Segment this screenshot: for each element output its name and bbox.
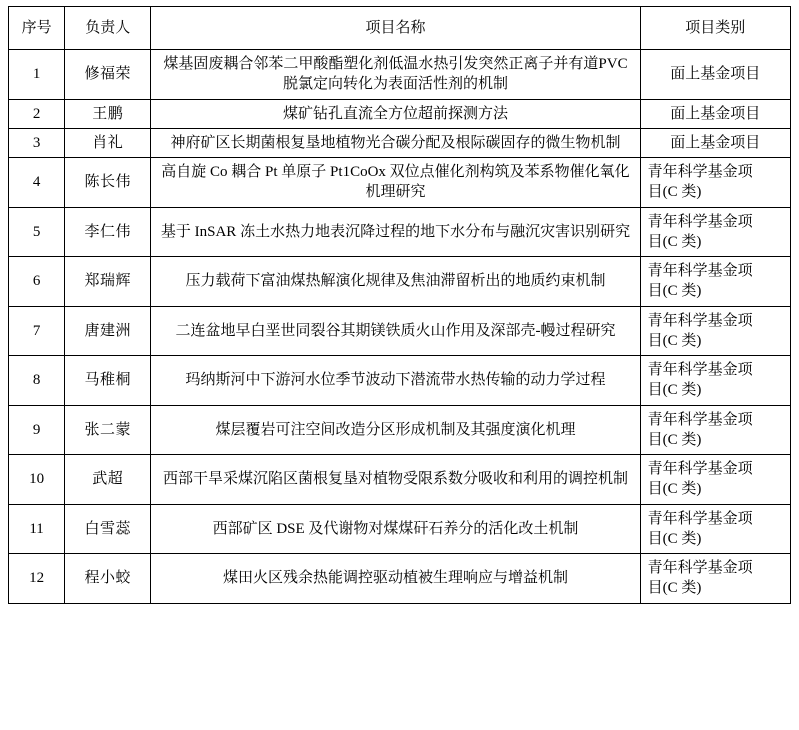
cell-owner: 唐建洲 bbox=[65, 306, 151, 356]
cell-type: 面上基金项目 bbox=[640, 128, 790, 157]
table-row bbox=[9, 455, 791, 505]
cell-type-line: 青年科学基金项 bbox=[647, 411, 753, 428]
cell-type: 面上基金项目 bbox=[640, 99, 790, 128]
cell-name: 煤矿钻孔直流全方位超前探测方法 bbox=[151, 99, 640, 128]
table-row bbox=[9, 99, 791, 128]
cell-no: 5 bbox=[9, 207, 65, 257]
cell-no: 3 bbox=[9, 128, 65, 157]
cell-name: 西部干旱采煤沉陷区菌根复垦对植物受限系数分吸收和利用的调控机制 bbox=[151, 455, 640, 505]
cell-owner: 修福荣 bbox=[65, 50, 151, 100]
table-row bbox=[9, 207, 791, 257]
cell-type bbox=[640, 554, 790, 604]
cell-no: 9 bbox=[9, 405, 65, 455]
column-header-type: 项目类别 bbox=[640, 7, 790, 50]
column-header-owner: 负责人 bbox=[65, 7, 151, 50]
cell-no: 7 bbox=[9, 306, 65, 356]
cell-name: 西部矿区 DSE 及代谢物对煤煤矸石养分的活化改土机制 bbox=[151, 504, 640, 554]
table-row bbox=[9, 50, 791, 100]
cell-type-line: 目(C 类) bbox=[647, 233, 702, 250]
cell-no: 4 bbox=[9, 158, 65, 208]
cell-name: 煤田火区残余热能调控驱动植被生理响应与增益机制 bbox=[151, 554, 640, 604]
cell-name: 压力载荷下富油煤热解演化规律及焦油滞留析出的地质约束机制 bbox=[151, 257, 640, 307]
cell-type bbox=[640, 158, 790, 208]
cell-type-line: 目(C 类) bbox=[647, 530, 702, 547]
cell-owner: 陈长伟 bbox=[65, 158, 151, 208]
cell-type-line: 青年科学基金项 bbox=[647, 461, 753, 477]
cell-owner: 肖礼 bbox=[65, 128, 151, 157]
cell-no: 1 bbox=[9, 50, 65, 100]
cell-type-line: 青年科学基金项 bbox=[647, 164, 753, 180]
cell-type bbox=[640, 356, 790, 406]
cell-type-line: 目(C 类) bbox=[647, 481, 702, 498]
cell-owner: 程小蛟 bbox=[65, 554, 151, 604]
table-row bbox=[9, 356, 791, 406]
table-row bbox=[9, 405, 791, 455]
table-row bbox=[9, 158, 791, 208]
cell-type-line: 目(C 类) bbox=[647, 283, 702, 300]
column-header-no: 序号 bbox=[9, 7, 65, 50]
table-row bbox=[9, 257, 791, 307]
cell-type-line: 青年科学基金项 bbox=[647, 263, 753, 279]
cell-type bbox=[640, 455, 790, 505]
cell-no: 2 bbox=[9, 99, 65, 128]
cell-owner: 白雪蕊 bbox=[65, 504, 151, 554]
cell-owner: 武超 bbox=[65, 455, 151, 505]
cell-name: 煤基固废耦合邻苯二甲酸酯塑化剂低温水热引发突然正离子并有道PVC 脱氯定向转化为表面活性剂的机制 bbox=[151, 50, 640, 100]
cell-owner: 马稚桐 bbox=[65, 356, 151, 406]
cell-owner: 张二蒙 bbox=[65, 405, 151, 455]
cell-name: 玛纳斯河中下游河水位季节波动下潜流带水热传输的动力学过程 bbox=[151, 356, 640, 406]
cell-type-line: 青年科学基金项 bbox=[647, 312, 753, 329]
cell-no: 6 bbox=[9, 257, 65, 307]
cell-type: 面上基金项目 bbox=[640, 50, 790, 100]
cell-name: 神府矿区长期菌根复垦地植物光合碳分配及根际碳固存的微生物机制 bbox=[151, 128, 640, 157]
cell-owner: 郑瑞辉 bbox=[65, 257, 151, 307]
cell-no: 11 bbox=[9, 504, 65, 554]
cell-owner: 李仁伟 bbox=[65, 207, 151, 257]
cell-type-line: 目(C 类) bbox=[647, 580, 702, 597]
cell-type bbox=[640, 405, 790, 455]
cell-type bbox=[640, 306, 790, 356]
cell-type bbox=[640, 504, 790, 554]
cell-no: 8 bbox=[9, 356, 65, 406]
cell-name: 二连盆地早白垩世同裂谷其期镁铁质火山作用及深部壳-幔过程研究 bbox=[151, 306, 640, 356]
cell-name: 煤层覆岩可注空间改造分区形成机制及其强度演化机理 bbox=[151, 405, 640, 455]
table-row bbox=[9, 128, 791, 157]
cell-no: 12 bbox=[9, 554, 65, 604]
cell-name: 基于 InSAR 冻土水热力地表沉降过程的地下水分布与融沉灾害识别研究 bbox=[151, 207, 640, 257]
cell-type-line: 目(C 类) bbox=[647, 332, 702, 349]
cell-type bbox=[640, 207, 790, 257]
table-row bbox=[9, 306, 791, 356]
cell-type-line: 目(C 类) bbox=[647, 184, 702, 201]
column-header-name: 项目名称 bbox=[151, 7, 640, 50]
table-row bbox=[9, 504, 791, 554]
cell-type-line: 目(C 类) bbox=[647, 431, 702, 448]
cell-type-line: 青年科学基金项 bbox=[647, 560, 753, 576]
cell-type bbox=[640, 257, 790, 307]
cell-type-line: 青年科学基金项 bbox=[647, 362, 753, 378]
cell-type-line: 青年科学基金项 bbox=[647, 510, 753, 527]
project-table bbox=[8, 6, 791, 604]
cell-no: 10 bbox=[9, 455, 65, 505]
table-header-row bbox=[9, 7, 791, 50]
cell-owner: 王鹏 bbox=[65, 99, 151, 128]
cell-name: 高自旋 Co 耦合 Pt 单原子 Pt1CoOx 双位点催化剂构筑及苯系物催化氧化机理研究 bbox=[151, 158, 640, 208]
cell-type-line: 目(C 类) bbox=[647, 382, 702, 399]
table-row bbox=[9, 554, 791, 604]
cell-type-line: 青年科学基金项 bbox=[647, 213, 753, 230]
